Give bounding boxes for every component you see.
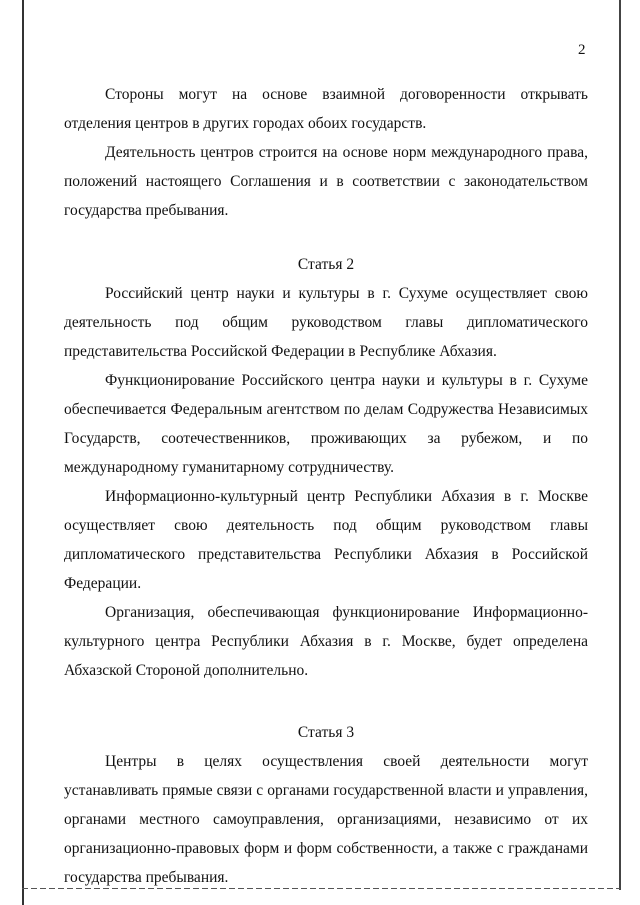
article-2-paragraph: Организация, обеспечивающая функционирование Информационно-культурного центра Республики Абхазия в г. Москве, будет определена Абхазской Стороной дополнительно. [64,604,588,679]
document-body [64,80,588,892]
left-border-line [22,0,24,905]
paragraph-branch-offices: Стороны могут на основе взаимной договоренности открывать отделения центров в других городах обоих государств. [64,86,588,132]
paragraph-legal-basis: Деятельность центров строится на основе норм международного права, положений настоящего Соглашения и в соответствии с законодательством государства пребывания. [64,144,588,219]
article-2-paragraph: Функционирование Российского центра науки и культуры в г. Сухуме обеспечивается Федеральным агентством по делам Содружества Независимых Государств, соотечественников, проживающих за рубежом, и по международному гуманитарному сотрудничеству. [64,372,588,476]
article-2-heading: Статья 2 [297,256,355,273]
right-border-line [619,0,621,890]
article-3-paragraph: Центры в целях осуществления своей деятельности могут устанавливать прямые связи с органами государственной власти и управления, органами местного самоуправления, организациями, независимо от их организационно-правовых форм и форм собственности, а также с гражданами государства пребывания. [64,753,588,886]
article-2-paragraph: Информационно-культурный центр Республики Абхазия в г. Москве осуществляет свою деятельность под общим руководством главы дипломатического представительства Республики Абхазия в Российской Федерации. [64,488,588,592]
page-number: 2 [578,42,586,58]
article-2-paragraph: Российский центр науки и культуры в г. Сухуме осуществляет свою деятельность под общим руководством главы дипломатического представительства Российской Федерации в Республике Абхазия. [64,285,588,360]
article-3-heading: Статья 3 [297,724,355,741]
